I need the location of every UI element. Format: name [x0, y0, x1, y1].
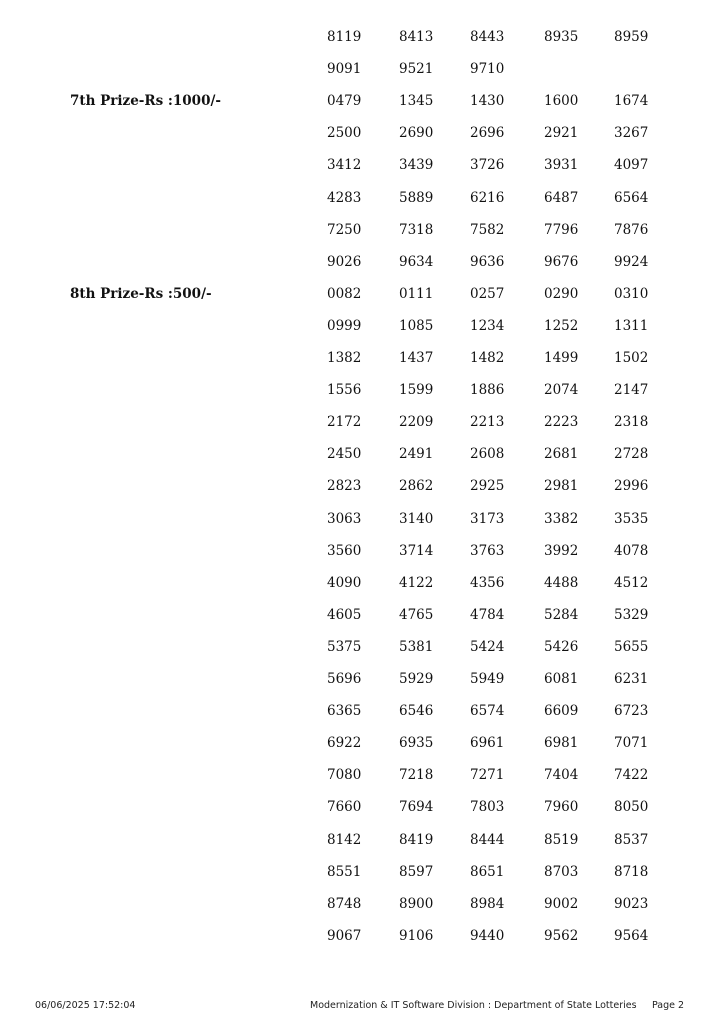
winning-number: 0999: [327, 317, 362, 334]
winning-number: 5375: [327, 638, 362, 655]
winning-number: 8537: [614, 831, 649, 848]
winning-number: 8935: [544, 29, 579, 45]
winning-number: 2981: [544, 478, 579, 495]
winning-number: 7218: [399, 767, 434, 784]
winning-number: 4605: [327, 606, 362, 623]
winning-number: 4488: [544, 574, 579, 591]
winning-number: 1499: [544, 350, 579, 366]
winning-number: 2996: [614, 478, 649, 495]
winning-number: 7318: [399, 221, 434, 238]
winning-number: 2500: [327, 125, 362, 142]
number-row: [0, 254, 724, 286]
number-row: [0, 896, 724, 928]
winning-number: 7404: [544, 767, 579, 784]
winning-number: 8984: [470, 895, 505, 912]
winning-number: 8142: [327, 831, 362, 848]
winning-number: 8119: [327, 29, 362, 45]
number-row: [0, 543, 724, 575]
number-row: [0, 446, 724, 478]
winning-number: 5426: [544, 638, 579, 655]
number-row: [0, 222, 724, 254]
winning-number: 9091: [327, 61, 362, 78]
winning-number: 5381: [399, 638, 434, 655]
winning-number: 2690: [399, 125, 434, 142]
winning-number: 4356: [470, 574, 505, 591]
winning-number: 0111: [399, 285, 434, 302]
number-row: [0, 735, 724, 767]
number-row: [0, 671, 724, 703]
winning-number: 1382: [327, 350, 362, 366]
winning-number: 7660: [327, 799, 362, 816]
winning-number: 3931: [544, 157, 579, 174]
winning-number: 2921: [544, 125, 579, 142]
number-row: [0, 286, 724, 318]
winning-number: 8551: [327, 863, 362, 880]
prize-label: 8th Prize-Rs :500/-: [70, 285, 212, 302]
winning-number: 2925: [470, 478, 505, 495]
winning-number: 4283: [327, 189, 362, 206]
winning-number: 8718: [614, 863, 649, 880]
winning-number: 7250: [327, 221, 362, 238]
winning-number: 7071: [614, 735, 649, 752]
winning-number: 2172: [327, 414, 362, 431]
winning-number: 1430: [470, 93, 505, 110]
winning-number: 1482: [470, 350, 505, 366]
winning-number: 3535: [614, 510, 649, 527]
winning-number: 1502: [614, 350, 649, 366]
winning-number: 0257: [470, 285, 505, 302]
number-row: [0, 767, 724, 799]
winning-number: 2074: [544, 382, 579, 399]
winning-number: 3412: [327, 157, 362, 174]
winning-number: 9440: [470, 927, 505, 944]
winning-number: 5949: [470, 671, 505, 687]
number-row: [0, 157, 724, 189]
winning-number: 5929: [399, 671, 434, 687]
number-row: [0, 478, 724, 510]
prize-label: 7th Prize-Rs :1000/-: [70, 93, 222, 110]
footer-page-number: Page 2: [652, 1000, 685, 1011]
winning-number: 2450: [327, 446, 362, 463]
winning-number: 1599: [399, 382, 434, 399]
winning-number: 6365: [327, 703, 362, 720]
winning-number: 4097: [614, 157, 649, 174]
winning-number: 0310: [614, 285, 649, 302]
winning-number: 3140: [399, 510, 434, 527]
winning-number: 1085: [399, 317, 434, 334]
winning-number: 9636: [470, 253, 505, 270]
winning-number: 1556: [327, 382, 362, 399]
number-row: [0, 575, 724, 607]
winning-number: 9564: [614, 927, 649, 944]
winning-number: 8444: [470, 831, 505, 848]
winning-number: 3714: [399, 542, 434, 559]
winning-number: 9023: [614, 895, 649, 912]
winning-number: 3992: [544, 542, 579, 559]
winning-number: 7694: [399, 799, 434, 816]
winning-number: 1674: [614, 93, 649, 110]
winning-number: 4078: [614, 542, 649, 559]
winning-number: 4090: [327, 574, 362, 591]
winning-number: 6231: [614, 671, 649, 687]
winning-number: 6564: [614, 189, 649, 206]
number-row: [0, 61, 724, 93]
number-row: [0, 607, 724, 639]
winning-number: 7876: [614, 221, 649, 238]
winning-number: 2696: [470, 125, 505, 142]
winning-number: 3763: [470, 542, 505, 559]
winning-number: 0479: [327, 93, 362, 110]
winning-number: 3173: [470, 510, 505, 527]
winning-number: 9924: [614, 253, 649, 270]
winning-number: 6723: [614, 703, 649, 720]
winning-number: 6081: [544, 671, 579, 687]
winning-number: 0290: [544, 285, 579, 302]
winning-number: 8900: [399, 895, 434, 912]
winning-number: 7080: [327, 767, 362, 784]
winning-number: 5655: [614, 638, 649, 655]
winning-number: 8703: [544, 863, 579, 880]
number-row: [0, 29, 724, 61]
number-row: [0, 318, 724, 350]
winning-number: 3063: [327, 510, 362, 527]
winning-number: 4784: [470, 606, 505, 623]
winning-number: 4765: [399, 606, 434, 623]
winning-number: 7796: [544, 221, 579, 238]
winning-number: 7271: [470, 767, 505, 784]
number-row: [0, 864, 724, 896]
winning-number: 2213: [470, 414, 505, 431]
winning-number: 9710: [470, 61, 505, 78]
winning-number: 2728: [614, 446, 649, 463]
winning-number: 6961: [470, 735, 505, 752]
winning-number: 2608: [470, 446, 505, 463]
winning-number: 2491: [399, 446, 434, 463]
winning-number: 9634: [399, 253, 434, 270]
winning-number: 6922: [327, 735, 362, 752]
winning-number: 2209: [399, 414, 434, 431]
winning-number: 1437: [399, 350, 434, 366]
number-row: [0, 639, 724, 671]
number-row: [0, 799, 724, 831]
winning-number: 6216: [470, 189, 505, 206]
winning-number: 8413: [399, 29, 434, 45]
number-row: [0, 703, 724, 735]
winning-number: 1345: [399, 93, 434, 110]
winning-number: 7422: [614, 767, 649, 784]
footer-timestamp: 06/06/2025 17:52:04: [35, 1000, 136, 1011]
number-row: [0, 414, 724, 446]
winning-number: 9002: [544, 895, 579, 912]
winning-number: 9067: [327, 927, 362, 944]
winning-number: 2823: [327, 478, 362, 495]
winning-number: 6609: [544, 703, 579, 720]
winning-number: 8419: [399, 831, 434, 848]
winning-number: 8443: [470, 29, 505, 45]
winning-number: 4512: [614, 574, 649, 591]
winning-number: 8959: [614, 29, 649, 45]
number-row: [0, 832, 724, 864]
winning-number: 0082: [327, 285, 362, 302]
winning-number: 9676: [544, 253, 579, 270]
winning-number: 6546: [399, 703, 434, 720]
number-row: [0, 93, 724, 125]
number-row: [0, 125, 724, 157]
winning-number: 8050: [614, 799, 649, 816]
winning-number: 7582: [470, 221, 505, 238]
winning-number: 3726: [470, 157, 505, 174]
winning-number: 6574: [470, 703, 505, 720]
winning-number: 9521: [399, 61, 434, 78]
number-row: [0, 928, 724, 960]
winning-number: 5284: [544, 606, 579, 623]
winning-number: 1600: [544, 93, 579, 110]
winning-number: 8651: [470, 863, 505, 880]
winning-number: 1252: [544, 317, 579, 334]
winning-number: 9106: [399, 927, 434, 944]
winning-number: 1311: [614, 317, 649, 334]
winning-number: 6487: [544, 189, 579, 206]
winning-number: 2223: [544, 414, 579, 431]
winning-number: 8519: [544, 831, 579, 848]
winning-number: 3439: [399, 157, 434, 174]
winning-number: 2862: [399, 478, 434, 495]
winning-number: 5329: [614, 606, 649, 623]
winning-number: 5696: [327, 671, 362, 687]
winning-number: 2147: [614, 382, 649, 399]
winning-number: 8597: [399, 863, 434, 880]
number-row: [0, 511, 724, 543]
winning-number: 7803: [470, 799, 505, 816]
footer-division: Modernization & IT Software Division : Department of State Lotteries: [310, 1000, 637, 1011]
winning-number: 3382: [544, 510, 579, 527]
winning-number: 3267: [614, 125, 649, 142]
winning-number: 6935: [399, 735, 434, 752]
winning-number: 7960: [544, 799, 579, 816]
winning-number: 5889: [399, 189, 434, 206]
winning-number: 3560: [327, 542, 362, 559]
winning-number: 4122: [399, 574, 434, 591]
winning-number: 6981: [544, 735, 579, 752]
winning-number: 8748: [327, 895, 362, 912]
winning-number: 2681: [544, 446, 579, 463]
winning-number: 2318: [614, 414, 649, 431]
number-row: [0, 382, 724, 414]
winning-number: 9562: [544, 927, 579, 944]
number-row: [0, 190, 724, 222]
winning-number: 9026: [327, 253, 362, 270]
number-row: [0, 350, 724, 382]
winning-number: 1234: [470, 317, 505, 334]
winning-number: 5424: [470, 638, 505, 655]
winning-number: 1886: [470, 382, 505, 399]
